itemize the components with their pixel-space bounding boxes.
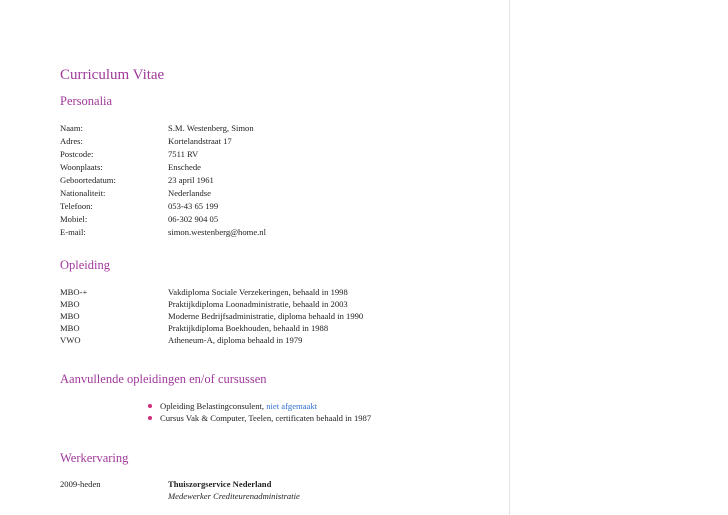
education-description: Moderne Bedrijfsadministratie, diploma behaald in 1990 <box>168 311 364 321</box>
field-value: Enschede <box>168 162 201 172</box>
field-label: Geboortedatum: <box>60 175 116 185</box>
field-value: S.M. Westenberg, Simon <box>168 123 254 133</box>
field-label: Mobiel: <box>60 214 88 224</box>
education-level: VWO <box>60 335 81 345</box>
course-text: Cursus Vak & Computer, Teelen, certificaten behaald in 1987 <box>160 413 372 423</box>
field-label: Telefoon: <box>60 201 93 211</box>
section-heading-opleiding: Opleiding <box>60 258 110 272</box>
list-item <box>148 412 371 424</box>
education-description: Vakdiploma Sociale Verzekeringen, behaald in 1998 <box>168 287 348 297</box>
section-heading-personalia: Personalia <box>60 94 113 108</box>
section-heading-cursussen: Aanvullende opleidingen en/of cursussen <box>60 372 267 386</box>
education-level: MBO <box>60 323 80 333</box>
education-description: Praktijkdiploma Boekhouden, behaald in 1988 <box>168 323 329 333</box>
field-label: E-mail: <box>60 227 86 237</box>
education-level: MBO <box>60 299 80 309</box>
education-description: Praktijkdiploma Loonadministratie, behaald in 2003 <box>168 299 348 309</box>
education-description: Atheneum-A, diploma behaald in 1979 <box>168 335 303 345</box>
course-text: Opleiding Belastingconsulent, <box>160 401 267 411</box>
job-period: 2009-heden <box>60 479 101 489</box>
field-label: Woonplaats: <box>60 162 103 172</box>
document-title: Curriculum Vitae <box>60 67 165 83</box>
job-company: Thuiszorgservice Nederland <box>168 479 272 489</box>
job-role: Medewerker Crediteurenadministratie <box>168 491 300 501</box>
field-label: Nationaliteit: <box>60 188 106 198</box>
field-value: Nederlandse <box>168 188 211 198</box>
field-value: 7511 RV <box>168 149 199 159</box>
field-value: Kortelandstraat 17 <box>168 136 232 146</box>
course-note: niet afgemaakt <box>266 401 318 411</box>
bullet-icon <box>148 404 152 408</box>
field-value: 053-43 65 199 <box>168 201 219 211</box>
field-value: 06-302 904 05 <box>168 214 219 224</box>
list-item <box>148 400 317 412</box>
field-label: Postcode: <box>60 149 94 159</box>
field-value: 23 april 1961 <box>168 175 214 185</box>
field-label: Adres: <box>60 136 83 146</box>
field-label: Naam: <box>60 123 83 133</box>
education-level: MBO <box>60 311 80 321</box>
bullet-icon <box>148 416 152 420</box>
section-heading-werkervaring: Werkervaring <box>60 451 129 465</box>
page-edge-divider <box>509 0 510 515</box>
field-value: simon.westenberg@home.nl <box>168 227 266 237</box>
education-level: MBO-+ <box>60 287 88 297</box>
